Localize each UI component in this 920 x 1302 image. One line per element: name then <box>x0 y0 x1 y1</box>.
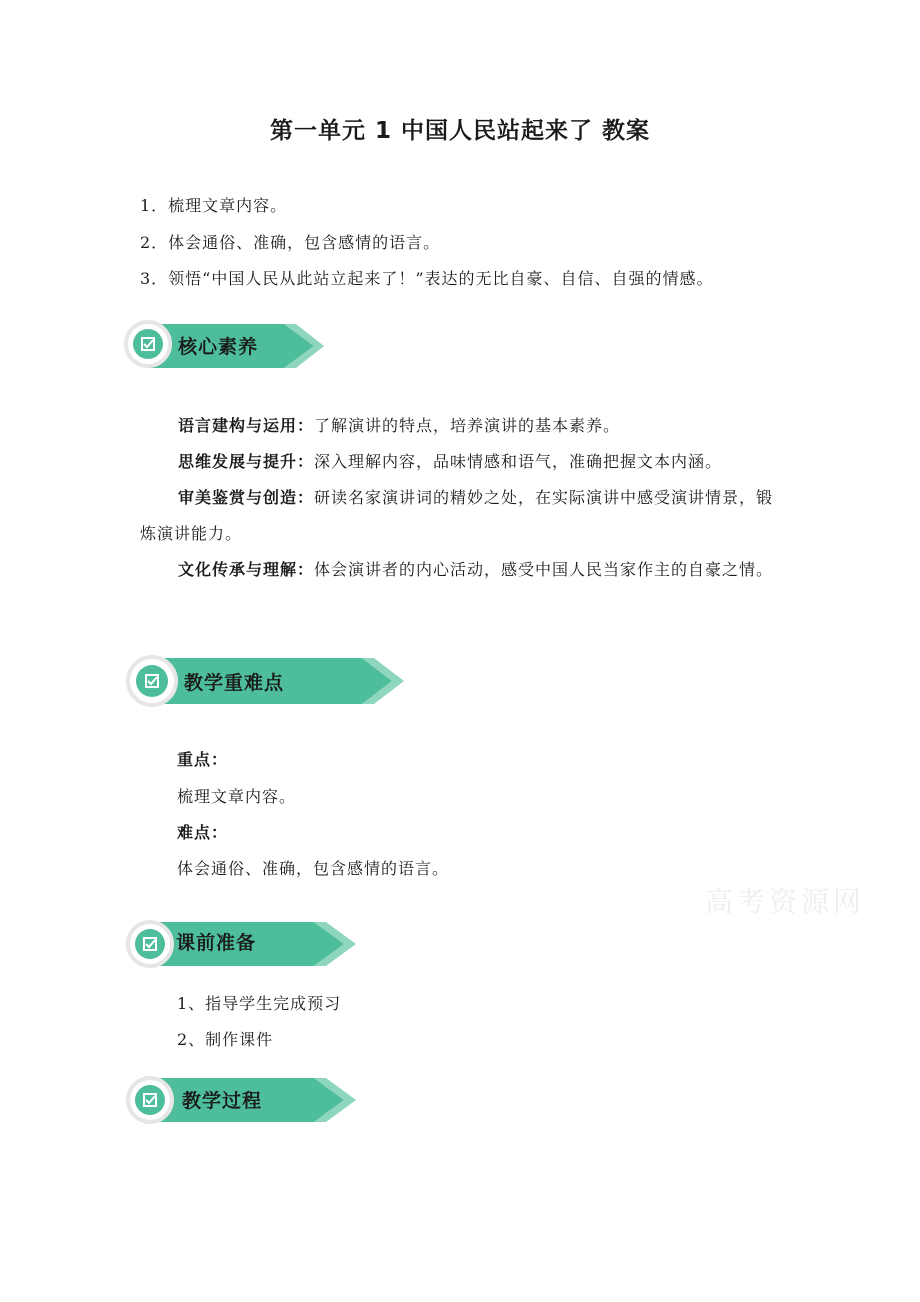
prep-item-2: 2、制作课件 <box>177 1030 274 1049</box>
section-banner-core <box>124 320 324 372</box>
core-item-text: 深入理解内容，品味情感和语气，准确把握文本内涵。 <box>314 452 723 471</box>
core-item-label: 思维发展与提升： <box>178 452 315 471</box>
core-item-text: 体会演讲者的内心活动，感受中国人民当家作主的自豪之情。 <box>314 560 774 579</box>
section-banner-process <box>124 1074 356 1126</box>
core-item-label: 文化传承与理解： <box>178 560 315 579</box>
difficulty-label: 难点： <box>177 823 229 842</box>
section-heading-process: 教学过程 <box>182 1090 263 1112</box>
objective-1: 1．梳理文章内容。 <box>140 196 288 215</box>
section-heading-prep: 课前准备 <box>176 932 257 954</box>
section-heading-core: 核心素养 <box>178 336 259 358</box>
document-title: 第一单元 1 中国人民站起来了 教案 <box>269 118 651 144</box>
key-point-text: 梳理文章内容。 <box>177 787 297 806</box>
watermark: 高考资源网 <box>705 885 866 918</box>
objective-2: 2．体会通俗、准确，包含感情的语言。 <box>140 233 441 252</box>
section-heading-key: 教学重难点 <box>184 672 285 694</box>
core-item-label: 语言建构与运用： <box>178 416 315 435</box>
section-banner-key <box>124 654 404 706</box>
core-item-1 <box>140 408 782 444</box>
core-item-4 <box>140 552 782 588</box>
objective-3: 3．领悟“中国人民从此站立起来了！”表达的无比自豪、自信、自强的情感。 <box>140 269 714 288</box>
core-item-text: 了解演讲的特点，培养演讲的基本素养。 <box>314 416 621 435</box>
difficulty-text: 体会通俗、准确，包含感情的语言。 <box>177 859 450 878</box>
prep-item-1: 1、指导学生完成预习 <box>177 994 342 1013</box>
key-point-label: 重点： <box>177 750 229 769</box>
core-item-3 <box>140 480 782 552</box>
core-item-2 <box>140 444 782 480</box>
core-item-text: 研读名家演讲词的精妙之处，在实际演讲中感受演讲情景，锻炼演讲能力。 <box>140 488 774 543</box>
core-item-label: 审美鉴赏与创造： <box>178 488 315 507</box>
section-banner-prep <box>124 918 356 970</box>
